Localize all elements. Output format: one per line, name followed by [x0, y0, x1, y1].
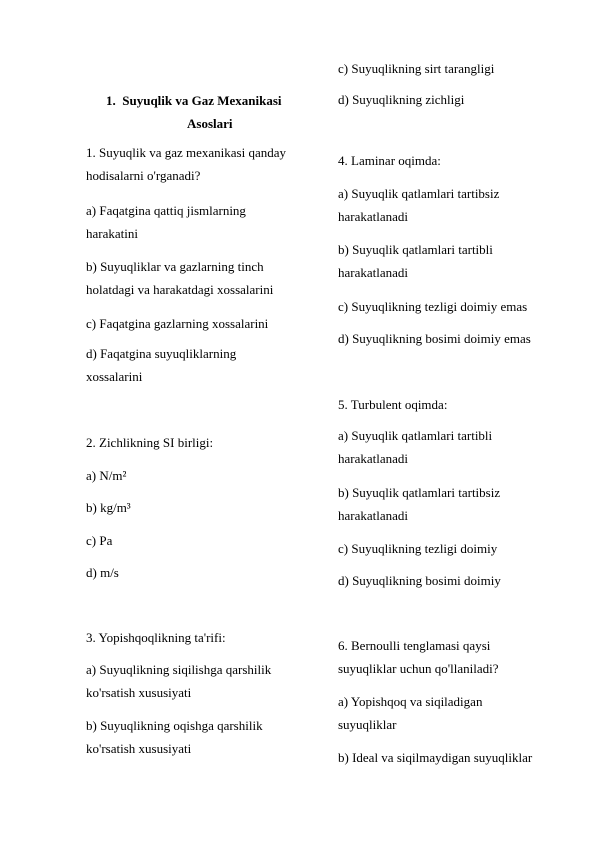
q6-option-b: b) Ideal va siqilmaydigan suyuqliklar [338, 750, 533, 765]
q1-option-b-line2: holatdagi va harakatdagi xossalarini [86, 282, 274, 297]
q4-question: 4. Laminar oqimda: [338, 153, 441, 168]
q5-option-b-line1: b) Suyuqlik qatlamlari tartibsiz [338, 485, 501, 500]
q1-option-a-line1: a) Faqatgina qattiq jismlarning [86, 203, 246, 218]
section-heading-line1 [106, 93, 282, 109]
q1-option-a-line2: harakatini [86, 226, 138, 241]
q3-option-d: d) Suyuqlikning zichligi [338, 92, 465, 107]
q3-option-b-line1: b) Suyuqlikning oqishga qarshilik [86, 718, 263, 733]
q3-option-a-line2: ko'rsatish xususiyati [86, 685, 192, 700]
section-title-line1: Suyuqlik va Gaz Mexanikasi [122, 93, 282, 108]
q4-option-c: c) Suyuqlikning tezligi doimiy emas [338, 299, 528, 314]
q6-option-a-line1: a) Yopishqoq va siqiladigan [338, 694, 483, 709]
q4-option-b-line1: b) Suyuqlik qatlamlari tartibli [338, 242, 493, 257]
q3-option-b-line2: ko'rsatish xususiyati [86, 741, 192, 756]
section-title-line2: Asoslari [187, 116, 233, 131]
q2-question: 2. Zichlikning SI birligi: [86, 435, 214, 450]
q5-option-a-line1: a) Suyuqlik qatlamlari tartibli [338, 428, 493, 443]
q1-option-c: c) Faqatgina gazlarning xossalarini [86, 316, 269, 331]
q5-option-a-line2: harakatlanadi [338, 451, 409, 466]
q1-question-line2: hodisalarni o'rganadi? [86, 168, 201, 183]
q1-option-b-line1: b) Suyuqliklar va gazlarning tinch [86, 259, 264, 274]
q3-option-c: c) Suyuqlikning sirt tarangligi [338, 61, 495, 76]
q4-option-a-line2: harakatlanadi [338, 209, 409, 224]
q5-option-c: c) Suyuqlikning tezligi doimiy [338, 541, 498, 556]
q6-question-line1: 6. Bernoulli tenglamasi qaysi [338, 638, 491, 653]
q1-option-d-line1: d) Faqatgina suyuqliklarning [86, 346, 237, 361]
q4-option-a-line1: a) Suyuqlik qatlamlari tartibsiz [338, 186, 500, 201]
q6-option-a-line2: suyuqliklar [338, 717, 397, 732]
q3-option-a-line1: a) Suyuqlikning siqilishga qarshilik [86, 662, 272, 677]
q5-question: 5. Turbulent oqimda: [338, 397, 448, 412]
q2-option-d: d) m/s [86, 565, 119, 580]
section-number: 1. [106, 93, 116, 108]
q5-option-d: d) Suyuqlikning bosimi doimiy [338, 573, 501, 588]
q1-question-line1: 1. Suyuqlik va gaz mexanikasi qanday [86, 145, 287, 160]
q5-option-b-line2: harakatlanadi [338, 508, 409, 523]
q4-option-d: d) Suyuqlikning bosimi doimiy emas [338, 331, 531, 346]
q2-option-b: b) kg/m³ [86, 500, 131, 515]
q4-option-b-line2: harakatlanadi [338, 265, 409, 280]
section-heading-line2 [187, 116, 233, 132]
q2-option-a: a) N/m² [86, 468, 127, 483]
q1-option-d-line2: xossalarini [86, 369, 143, 384]
q3-question: 3. Yopishqoqlikning ta'rifi: [86, 630, 226, 645]
q2-option-c: c) Pa [86, 533, 113, 548]
q6-question-line2: suyuqliklar uchun qo'llaniladi? [338, 661, 499, 676]
